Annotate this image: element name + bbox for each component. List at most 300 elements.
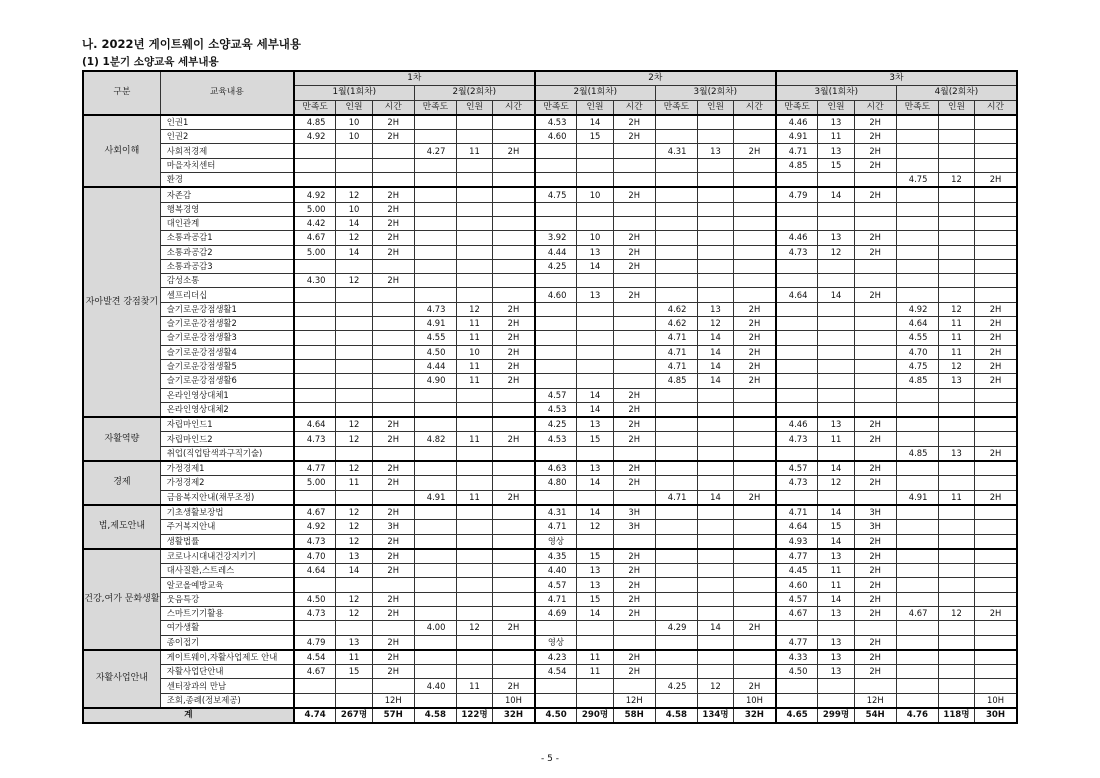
satisfaction-cell: 4.77	[776, 635, 818, 650]
hours-cell	[613, 534, 655, 549]
attendee-cell	[938, 288, 974, 302]
attendee-cell	[938, 417, 974, 432]
content-cell: 감성소통	[160, 274, 294, 288]
satisfaction-cell: 4.71	[655, 359, 697, 373]
satisfaction-cell: 영상	[535, 635, 577, 650]
hours-cell: 2H	[854, 130, 896, 144]
attendee-cell	[336, 490, 372, 505]
hours-cell	[854, 345, 896, 359]
satisfaction-cell: 4.40	[535, 564, 577, 578]
total-attendees: 134명	[697, 708, 733, 723]
attendee-cell: 14	[818, 187, 854, 202]
hours-cell	[613, 302, 655, 316]
hours-cell	[975, 505, 1017, 520]
table-row	[83, 259, 1017, 273]
category-cell: 자아발견 강점찾기	[83, 187, 160, 417]
content-cell: 환경	[160, 173, 294, 188]
attendee-cell	[336, 402, 372, 417]
hours-cell: 2H	[975, 446, 1017, 461]
content-cell: 자립마인드1	[160, 417, 294, 432]
header-metric: 시간	[734, 100, 776, 115]
attendee-cell: 11	[938, 490, 974, 505]
satisfaction-cell	[294, 259, 336, 273]
attendee-cell: 13	[336, 549, 372, 564]
attendee-cell	[456, 417, 492, 432]
hours-cell: 2H	[854, 187, 896, 202]
satisfaction-cell: 4.75	[896, 173, 938, 188]
satisfaction-cell	[655, 274, 697, 288]
header-metric: 만족도	[655, 100, 697, 115]
hours-cell: 12H	[613, 693, 655, 708]
content-cell: 슬기로운강점생활6	[160, 374, 294, 388]
hours-cell	[734, 417, 776, 432]
hours-cell: 2H	[372, 534, 414, 549]
content-cell: 소통과공감2	[160, 245, 294, 259]
attendee-cell	[938, 245, 974, 259]
hours-cell	[854, 402, 896, 417]
satisfaction-cell	[655, 534, 697, 549]
satisfaction-cell	[896, 476, 938, 490]
attendee-cell	[697, 288, 733, 302]
satisfaction-cell	[896, 635, 938, 650]
hours-cell	[613, 490, 655, 505]
attendee-cell	[938, 231, 974, 245]
hours-cell	[493, 534, 535, 549]
attendee-cell	[697, 231, 733, 245]
total-attendees: 299명	[818, 708, 854, 723]
hours-cell: 2H	[372, 564, 414, 578]
attendee-cell	[818, 621, 854, 635]
hours-cell	[975, 417, 1017, 432]
satisfaction-cell: 4.92	[294, 130, 336, 144]
satisfaction-cell	[535, 144, 577, 158]
satisfaction-cell: 4.54	[535, 665, 577, 679]
attendee-cell	[938, 216, 974, 230]
attendee-cell	[456, 534, 492, 549]
hours-cell: 2H	[493, 345, 535, 359]
attendee-cell	[938, 650, 974, 665]
satisfaction-cell	[294, 359, 336, 373]
hours-cell: 2H	[613, 549, 655, 564]
attendee-cell	[697, 606, 733, 620]
attendee-cell: 11	[456, 432, 492, 446]
hours-cell	[975, 679, 1017, 693]
satisfaction-cell	[414, 158, 456, 172]
satisfaction-cell	[414, 187, 456, 202]
attendee-cell: 10	[456, 345, 492, 359]
attendee-cell: 10	[336, 115, 372, 130]
satisfaction-cell: 4.92	[896, 302, 938, 316]
attendee-cell	[577, 274, 613, 288]
attendee-cell: 11	[818, 578, 854, 592]
hours-cell: 2H	[372, 650, 414, 665]
satisfaction-cell: 4.42	[294, 216, 336, 230]
attendee-cell: 11	[818, 130, 854, 144]
hours-cell	[372, 679, 414, 693]
attendee-cell: 12	[577, 520, 613, 534]
satisfaction-cell	[535, 693, 577, 708]
satisfaction-cell	[535, 216, 577, 230]
satisfaction-cell	[896, 679, 938, 693]
satisfaction-cell: 4.70	[294, 549, 336, 564]
attendee-cell	[336, 374, 372, 388]
satisfaction-cell	[294, 693, 336, 708]
hours-cell: 2H	[734, 331, 776, 345]
satisfaction-cell	[414, 274, 456, 288]
content-cell: 소통과공감1	[160, 231, 294, 245]
attendee-cell: 15	[577, 130, 613, 144]
hours-cell	[734, 274, 776, 288]
satisfaction-cell	[776, 388, 818, 402]
attendee-cell	[336, 302, 372, 316]
table-row	[83, 621, 1017, 635]
hours-cell: 2H	[975, 331, 1017, 345]
hours-cell	[613, 679, 655, 693]
total-satisfaction: 4.76	[896, 708, 938, 723]
satisfaction-cell: 4.55	[896, 331, 938, 345]
content-cell: 자존감	[160, 187, 294, 202]
hours-cell	[975, 231, 1017, 245]
total-satisfaction: 4.58	[414, 708, 456, 723]
attendee-cell	[336, 259, 372, 273]
satisfaction-cell	[294, 490, 336, 505]
attendee-cell: 12	[818, 476, 854, 490]
hours-cell	[975, 259, 1017, 273]
attendee-cell: 13	[818, 417, 854, 432]
header-session: 3월(2회차)	[655, 86, 776, 100]
hours-cell	[975, 549, 1017, 564]
hours-cell: 2H	[613, 388, 655, 402]
satisfaction-cell	[896, 432, 938, 446]
satisfaction-cell	[896, 534, 938, 549]
satisfaction-cell	[414, 650, 456, 665]
section-group	[83, 187, 1017, 417]
hours-cell: 3H	[372, 520, 414, 534]
satisfaction-cell: 4.77	[776, 549, 818, 564]
hours-cell	[975, 650, 1017, 665]
attendee-cell	[336, 158, 372, 172]
hours-cell: 2H	[372, 461, 414, 476]
satisfaction-cell	[896, 158, 938, 172]
hours-cell: 2H	[372, 606, 414, 620]
category-cell: 법,제도안내	[83, 505, 160, 549]
satisfaction-cell: 4.73	[414, 302, 456, 316]
hours-cell	[613, 635, 655, 650]
hours-cell: 2H	[854, 288, 896, 302]
satisfaction-cell	[896, 259, 938, 273]
content-cell: 종이접기	[160, 635, 294, 650]
hours-cell: 2H	[854, 476, 896, 490]
hours-cell	[734, 549, 776, 564]
hours-cell	[734, 216, 776, 230]
table-row	[83, 187, 1017, 202]
attendee-cell: 12	[336, 417, 372, 432]
header-metric: 시간	[975, 100, 1017, 115]
attendee-cell: 13	[818, 549, 854, 564]
hours-cell	[613, 317, 655, 331]
satisfaction-cell	[655, 564, 697, 578]
satisfaction-cell	[294, 144, 336, 158]
content-cell: 게이트웨이,자활사업제도 안내	[160, 650, 294, 665]
satisfaction-cell	[535, 158, 577, 172]
satisfaction-cell: 4.71	[655, 490, 697, 505]
satisfaction-cell	[776, 302, 818, 316]
table-row	[83, 245, 1017, 259]
attendee-cell	[697, 187, 733, 202]
table-header	[83, 71, 1017, 115]
satisfaction-cell: 4.85	[776, 158, 818, 172]
satisfaction-cell: 4.64	[776, 520, 818, 534]
hours-cell: 2H	[734, 490, 776, 505]
attendee-cell	[697, 461, 733, 476]
attendee-cell: 10	[577, 187, 613, 202]
attendee-cell: 14	[336, 564, 372, 578]
table-row	[83, 461, 1017, 476]
content-cell: 셀프리더십	[160, 288, 294, 302]
hours-cell	[734, 520, 776, 534]
hours-cell	[734, 606, 776, 620]
total-hours: 32H	[734, 708, 776, 723]
attendee-cell: 12	[336, 606, 372, 620]
subsection-heading: (1) 1분기 소양교육 세부내용	[82, 56, 219, 68]
satisfaction-cell	[896, 621, 938, 635]
satisfaction-cell: 4.91	[414, 490, 456, 505]
header-metric: 인원	[818, 100, 854, 115]
hours-cell	[975, 216, 1017, 230]
satisfaction-cell: 4.85	[896, 374, 938, 388]
hours-cell	[734, 388, 776, 402]
content-cell: 센터장과의 만남	[160, 679, 294, 693]
hours-cell	[613, 202, 655, 216]
satisfaction-cell	[896, 549, 938, 564]
header-session: 2월(1회차)	[535, 86, 655, 100]
hours-cell	[493, 187, 535, 202]
satisfaction-cell: 4.73	[294, 606, 336, 620]
satisfaction-cell	[414, 564, 456, 578]
content-cell: 여가생활	[160, 621, 294, 635]
hours-cell	[734, 402, 776, 417]
attendee-cell	[938, 505, 974, 520]
hours-cell	[734, 564, 776, 578]
hours-cell: 2H	[854, 665, 896, 679]
satisfaction-cell	[776, 374, 818, 388]
hours-cell: 2H	[854, 245, 896, 259]
attendee-cell: 12	[336, 520, 372, 534]
satisfaction-cell: 4.27	[414, 144, 456, 158]
hours-cell	[975, 115, 1017, 130]
hours-cell	[734, 446, 776, 461]
table-row	[83, 578, 1017, 592]
hours-cell	[613, 274, 655, 288]
satisfaction-cell: 3.92	[535, 231, 577, 245]
attendee-cell	[336, 679, 372, 693]
attendee-cell	[336, 446, 372, 461]
hours-cell: 2H	[734, 359, 776, 373]
satisfaction-cell	[896, 402, 938, 417]
attendee-cell: 10	[336, 130, 372, 144]
content-cell: 슬기로운강점생활4	[160, 345, 294, 359]
hours-cell	[854, 302, 896, 316]
hours-cell	[372, 388, 414, 402]
table-row	[83, 274, 1017, 288]
hours-cell: 2H	[372, 187, 414, 202]
content-cell: 취업(직업탐색과구직기술)	[160, 446, 294, 461]
hours-cell: 2H	[372, 665, 414, 679]
total-hours: 32H	[493, 708, 535, 723]
satisfaction-cell: 4.35	[535, 549, 577, 564]
satisfaction-cell	[414, 665, 456, 679]
satisfaction-cell: 4.25	[535, 417, 577, 432]
hours-cell	[493, 635, 535, 650]
header-metric: 만족도	[896, 100, 938, 115]
category-cell: 자활역량	[83, 417, 160, 461]
hours-cell: 3H	[854, 505, 896, 520]
satisfaction-cell	[896, 231, 938, 245]
satisfaction-cell	[414, 173, 456, 188]
satisfaction-cell: 4.44	[535, 245, 577, 259]
satisfaction-cell	[655, 592, 697, 606]
satisfaction-cell: 4.64	[294, 417, 336, 432]
hours-cell	[854, 216, 896, 230]
attendee-cell	[697, 693, 733, 708]
hours-cell	[854, 274, 896, 288]
header-session: 3월(1회차)	[776, 86, 896, 100]
satisfaction-cell	[294, 288, 336, 302]
attendee-cell	[938, 564, 974, 578]
hours-cell	[613, 345, 655, 359]
hours-cell: 12H	[854, 693, 896, 708]
total-hours: 30H	[975, 708, 1017, 723]
hours-cell	[493, 665, 535, 679]
section-group	[83, 549, 1017, 650]
attendee-cell	[697, 665, 733, 679]
satisfaction-cell: 4.85	[896, 446, 938, 461]
satisfaction-cell: 4.85	[655, 374, 697, 388]
hours-cell: 2H	[975, 173, 1017, 188]
attendee-cell	[456, 216, 492, 230]
hours-cell	[734, 592, 776, 606]
hours-cell: 2H	[372, 476, 414, 490]
attendee-cell	[456, 187, 492, 202]
hours-cell: 2H	[734, 374, 776, 388]
satisfaction-cell: 4.73	[776, 432, 818, 446]
hours-cell	[493, 245, 535, 259]
content-cell: 사회적경제	[160, 144, 294, 158]
satisfaction-cell	[535, 274, 577, 288]
satisfaction-cell	[896, 592, 938, 606]
attendee-cell	[697, 505, 733, 520]
satisfaction-cell	[896, 274, 938, 288]
attendee-cell	[577, 490, 613, 505]
table-row	[83, 302, 1017, 316]
attendee-cell	[456, 650, 492, 665]
satisfaction-cell: 4.71	[655, 331, 697, 345]
section-group	[83, 505, 1017, 549]
attendee-cell	[818, 274, 854, 288]
hours-cell: 2H	[854, 231, 896, 245]
attendee-cell	[456, 635, 492, 650]
table-row	[83, 288, 1017, 302]
attendee-cell	[577, 216, 613, 230]
hours-cell	[493, 231, 535, 245]
satisfaction-cell: 5.00	[294, 245, 336, 259]
hours-cell: 2H	[734, 345, 776, 359]
hours-cell: 2H	[854, 432, 896, 446]
hours-cell	[493, 288, 535, 302]
attendee-cell	[697, 130, 733, 144]
satisfaction-cell: 4.46	[776, 231, 818, 245]
satisfaction-cell	[655, 606, 697, 620]
attendee-cell	[456, 245, 492, 259]
satisfaction-cell: 4.79	[294, 635, 336, 650]
attendee-cell: 14	[697, 621, 733, 635]
table-row	[83, 173, 1017, 188]
hours-cell: 2H	[613, 578, 655, 592]
satisfaction-cell: 4.70	[896, 345, 938, 359]
attendee-cell	[456, 115, 492, 130]
hours-cell	[854, 446, 896, 461]
attendee-cell	[938, 461, 974, 476]
satisfaction-cell	[414, 476, 456, 490]
satisfaction-cell	[294, 446, 336, 461]
hours-cell: 2H	[493, 374, 535, 388]
satisfaction-cell	[896, 693, 938, 708]
hours-cell: 2H	[975, 317, 1017, 331]
satisfaction-cell: 4.46	[776, 115, 818, 130]
attendee-cell	[818, 402, 854, 417]
attendee-cell	[938, 534, 974, 549]
attendee-cell	[818, 216, 854, 230]
attendee-cell: 13	[938, 446, 974, 461]
content-cell: 슬기로운강점생활2	[160, 317, 294, 331]
attendee-cell	[818, 693, 854, 708]
attendee-cell	[938, 665, 974, 679]
satisfaction-cell	[655, 187, 697, 202]
attendee-cell: 11	[938, 345, 974, 359]
satisfaction-cell: 4.60	[535, 130, 577, 144]
attendee-cell: 15	[577, 549, 613, 564]
hours-cell	[854, 388, 896, 402]
attendee-cell	[697, 635, 733, 650]
attendee-cell	[336, 621, 372, 635]
satisfaction-cell	[655, 402, 697, 417]
satisfaction-cell	[896, 288, 938, 302]
attendee-cell	[577, 331, 613, 345]
satisfaction-cell	[535, 345, 577, 359]
hours-cell: 3H	[613, 520, 655, 534]
attendee-cell: 13	[577, 564, 613, 578]
satisfaction-cell	[414, 520, 456, 534]
satisfaction-cell	[294, 345, 336, 359]
content-cell: 온라인영상대체1	[160, 388, 294, 402]
table-row	[83, 520, 1017, 534]
attendee-cell	[697, 549, 733, 564]
category-cell: 자활사업안내	[83, 650, 160, 708]
attendee-cell	[818, 490, 854, 505]
hours-cell: 2H	[854, 144, 896, 158]
content-cell: 슬기로운강점생활1	[160, 302, 294, 316]
hours-cell	[734, 259, 776, 273]
hours-cell	[372, 158, 414, 172]
satisfaction-cell	[414, 549, 456, 564]
hours-cell	[734, 534, 776, 549]
attendee-cell: 14	[697, 359, 733, 373]
hours-cell: 2H	[493, 302, 535, 316]
satisfaction-cell: 5.00	[294, 202, 336, 216]
hours-cell: 2H	[372, 130, 414, 144]
hours-cell	[975, 388, 1017, 402]
content-cell: 슬기로운강점생활3	[160, 331, 294, 345]
